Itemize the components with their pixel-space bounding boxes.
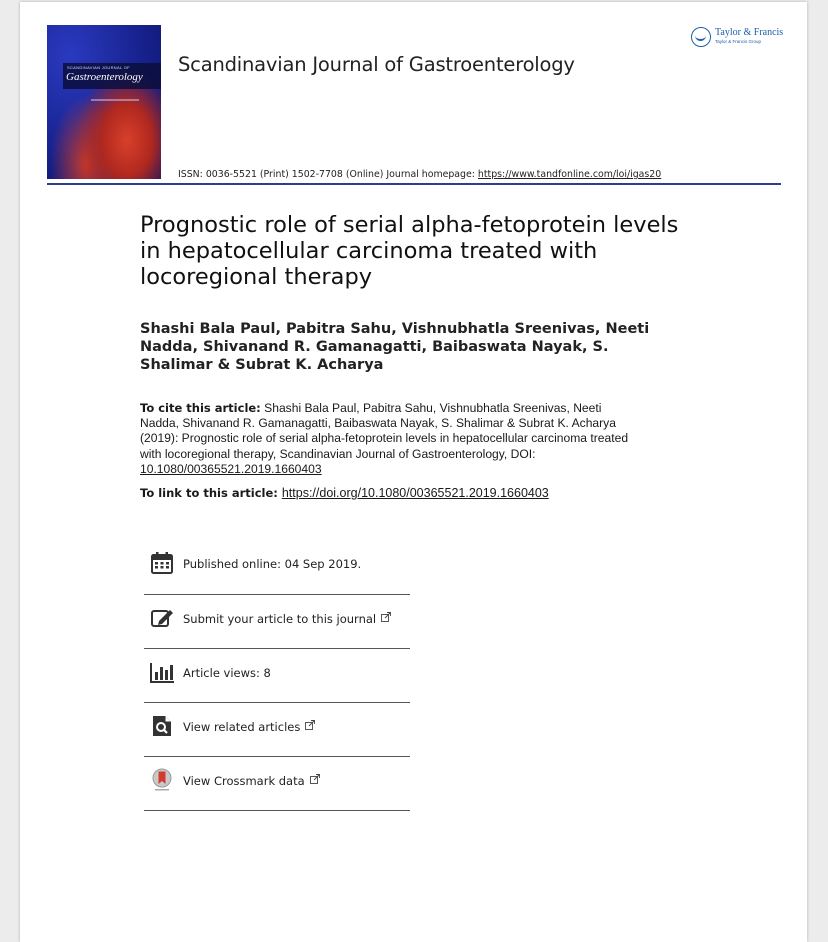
published-online-label: Published online: 04 Sep 2019.: [183, 557, 362, 571]
bar-chart-icon: [150, 660, 174, 684]
article-link-label: To link to this article:: [140, 486, 278, 500]
related-articles-row[interactable]: [144, 703, 410, 757]
crossmark-row[interactable]: [144, 757, 410, 811]
article-doi-link[interactable]: https://doi.org/10.1080/00365521.2019.1660403: [281, 486, 549, 500]
calendar-icon: [150, 551, 174, 575]
external-link-icon: [305, 720, 315, 730]
article-info-list: [144, 540, 410, 811]
cover-line: [91, 99, 139, 101]
published-online-row: [144, 540, 410, 595]
crossmark-icon: [150, 768, 174, 792]
external-link-icon: [310, 774, 320, 784]
crossmark-link[interactable]: [183, 774, 320, 788]
citation-doi-link[interactable]: 10.1080/00365521.2019.1660403: [140, 461, 322, 476]
cover-title: Gastroenterology: [66, 71, 143, 83]
submit-article-row[interactable]: [144, 595, 410, 649]
header-rule: [47, 183, 781, 185]
article-views-label: Article views: 8: [183, 666, 271, 680]
related-articles-label: View related articles: [183, 720, 301, 734]
related-articles-link[interactable]: [183, 720, 315, 734]
publisher-name: Taylor & Francis: [715, 27, 784, 38]
article-authors: Shashi Bala Paul, Pabitra Sahu, Vishnubhatla Sreenivas, Neeti Nadda, Shivanand R. Gamanagatti, Baibaswata Nayak, S. Shalimar & Subrat K. Acharya: [140, 321, 650, 373]
citation-block: [140, 401, 640, 477]
submit-article-label: Submit your article to this journal: [183, 612, 377, 626]
article-views-row: [144, 649, 410, 703]
issn-text: ISSN: 0036-5521 (Print) 1502-7708 (Online) Journal homepage:: [178, 169, 478, 180]
publisher-logo-icon: [691, 27, 711, 47]
citation-text: Shashi Bala Paul, Pabitra Sahu, Vishnubhatla Sreenivas, Neeti Nadda, Shivanand R. Gamanagatti, Baibaswata Nayak, S. Shalimar & Subrat K. Acharya (2019): Prognostic role of serial alpha-fetoprotein levels in hepatocellular carcinoma treated with locoregional therapy, Scandinavian Journal of Gastroenterology, DOI:: [140, 401, 629, 461]
journal-homepage-link[interactable]: https://www.tandfonline.com/loi/igas20: [477, 169, 662, 180]
pdf-page: [20, 2, 807, 942]
related-search-icon: [150, 714, 174, 738]
article-title: Prognostic role of serial alpha-fetoprotein levels in hepatocellular carcinoma treated with locoregional therapy: [140, 212, 679, 290]
cover-small-text: SCANDINAVIAN JOURNAL OF: [67, 65, 130, 70]
external-link-icon: [381, 612, 391, 622]
crossmark-label: View Crossmark data: [183, 774, 305, 788]
article-link-line: [140, 486, 660, 500]
submit-article-link[interactable]: [183, 612, 391, 626]
issn-line: [178, 169, 661, 180]
edit-icon: [150, 606, 174, 630]
publisher-group: Taylor & Francis Group: [715, 39, 762, 44]
citation-label: To cite this article:: [140, 401, 261, 415]
journal-cover-image: [47, 25, 161, 179]
publisher-logo[interactable]: [691, 25, 783, 49]
journal-name: Scandinavian Journal of Gastroenterology: [178, 53, 575, 76]
